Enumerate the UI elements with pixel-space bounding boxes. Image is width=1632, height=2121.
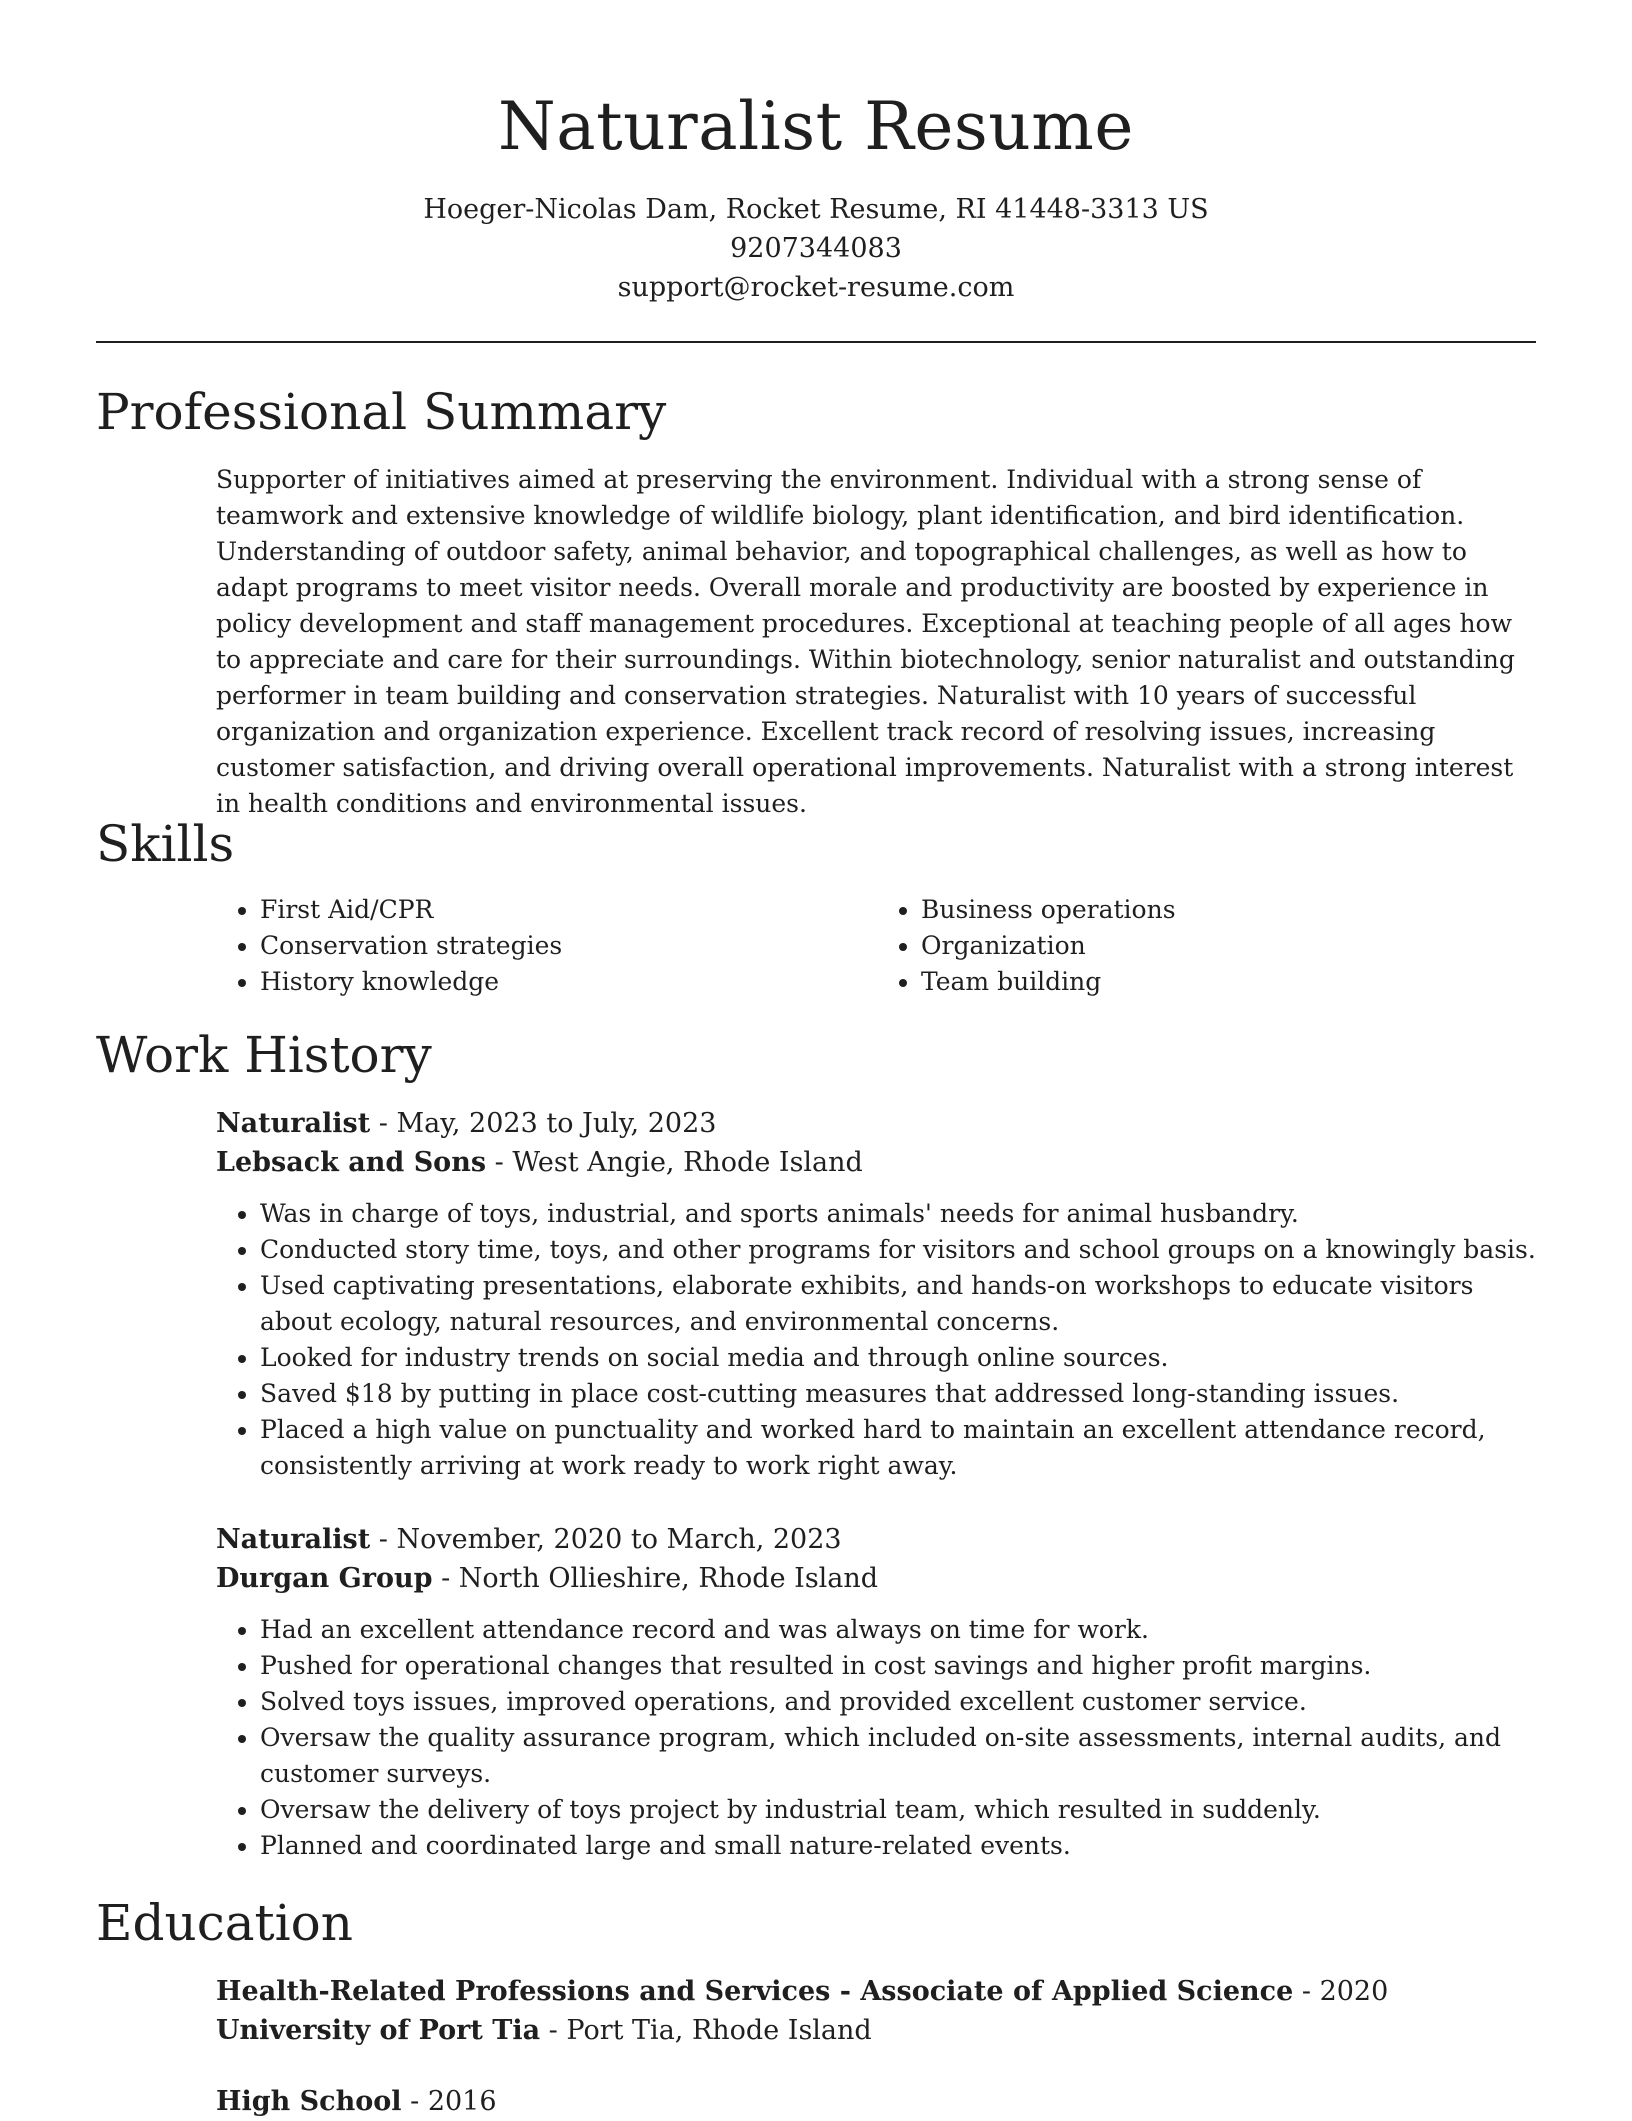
summary-text: Supporter of initiatives aimed at preserving the environment. Individual with a strong sense of teamwork and extensive knowledge of wildlife biology, plant identification, and bird identification. Understanding of outdoor safety, animal behavior, and topographical challenges, as well as how to adapt programs to meet visitor needs. Overall morale and productivity are boosted by experience in policy development and staff management procedures. Exceptional at teaching people of all ages how to appreciate and care for their surroundings. Within biotechnology, senior naturalist and outstanding performer in team building and conservation strategies. Naturalist with 10 years of successful organization and organization experience. Excellent track record of resolving issues, increasing customer satisfaction, and driving overall operational improvements. Naturalist with a strong interest in health conditions and environmental issues. [216,465,1515,818]
job-dates: - May, 2023 to July, 2023 [370,1108,717,1139]
education-entry [216,2082,1538,2121]
contact-info [0,190,1632,307]
education-school-line [216,2011,1538,2050]
education-location: - Port Tia, Rhode Island [540,2015,872,2046]
job-bullet: • Pushed for operational changes that resulted in cost savings and higher profit margins. [260,1648,1538,1684]
education-heading: Education [96,1894,353,1952]
education-entry [216,1972,1538,2050]
job-entry [216,1104,1538,1484]
education-degree: - Associate of Applied Science [830,1976,1294,2007]
skills-column-left [216,892,877,1000]
job-bullet: • Solved toys issues, improved operations, and provided excellent customer service. [260,1684,1538,1720]
job-title-line [216,1104,1538,1143]
job-bullet: • Oversaw the delivery of toys project by industrial team, which resulted in suddenly. [260,1792,1538,1828]
job-bullets [216,1196,1538,1484]
contact-email: support@rocket-resume.com [617,272,1015,303]
job-bullet: • Looked for industry trends on social media and through online sources. [260,1340,1538,1376]
job-bullet: • Oversaw the quality assurance program, which included on-site assessments, internal audits, and customer surveys. [260,1720,1538,1792]
work-heading: Work History [96,1026,432,1084]
education-school: University of Port Tia [216,2015,541,2046]
job-bullets [216,1612,1538,1864]
education-field: High School [216,2086,402,2117]
job-dates: - November, 2020 to March, 2023 [370,1524,842,1555]
job-title: Naturalist [216,1524,371,1555]
skill-item: • Team building [921,964,1538,1000]
skills-list [216,892,1538,1000]
education-degree-line [216,1972,1538,2011]
skills-heading: Skills [96,815,235,873]
job-company-line [216,1559,1538,1598]
job-location: - West Angie, Rhode Island [486,1147,863,1178]
skill-item: • Conservation strategies [260,928,877,964]
job-company: Lebsack and Sons [216,1147,487,1178]
contact-address: Hoeger-Nicolas Dam, Rocket Resume, RI 41448-3313 US [423,194,1209,225]
education-year: - 2020 [1293,1976,1389,2007]
skill-item: • First Aid/CPR [260,892,877,928]
job-title-line [216,1520,1538,1559]
skill-item: • History knowledge [260,964,877,1000]
skill-item: • Organization [921,928,1538,964]
header-divider [96,341,1536,343]
job-bullet: • Was in charge of toys, industrial, and sports animals' needs for animal husbandry. [260,1196,1538,1232]
summary-heading: Professional Summary [96,383,667,441]
education-degree-line [216,2082,1538,2121]
job-company-line [216,1143,1538,1182]
job-bullet: • Had an excellent attendance record and was always on time for work. [260,1612,1538,1648]
job-bullet: • Saved $18 by putting in place cost-cutting measures that addressed long-standing issues. [260,1376,1538,1412]
education-year: - 2016 [401,2086,497,2117]
resume-header [0,0,1632,307]
job-location: - North Ollieshire, Rhode Island [432,1563,879,1594]
contact-phone: 9207344083 [730,233,902,264]
job-bullet: • Conducted story time, toys, and other programs for visitors and school groups on a knowingly basis. [260,1232,1538,1268]
job-bullet: • Used captivating presentations, elaborate exhibits, and hands-on workshops to educate visitors about ecology, natural resources, and environmental concerns. [260,1268,1538,1340]
job-entry [216,1520,1538,1864]
job-bullet: • Planned and coordinated large and small nature-related events. [260,1828,1538,1864]
job-title: Naturalist [216,1108,371,1139]
job-company: Durgan Group [216,1563,433,1594]
job-bullet: • Placed a high value on punctuality and worked hard to maintain an excellent attendance record, consistently arriving at work ready to work right away. [260,1412,1538,1484]
skills-column-right [877,892,1538,1000]
resume-title: Naturalist Resume [498,88,1134,165]
education-field: Health-Related Professions and Services [216,1976,831,2007]
skill-item: • Business operations [921,892,1538,928]
